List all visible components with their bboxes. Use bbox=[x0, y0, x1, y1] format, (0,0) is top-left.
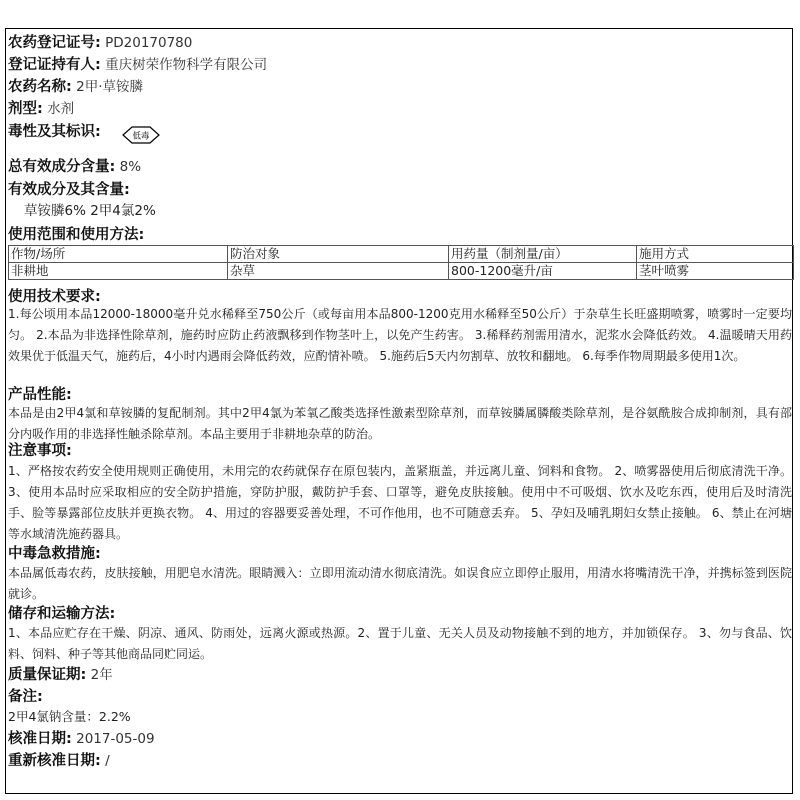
registration-label: 农药登记证号: bbox=[8, 35, 101, 51]
usage-header-cell: 用药量（制剂量/亩） bbox=[449, 246, 637, 263]
first-aid-text: 本品属低毒农药，皮肤接触，用肥皂水清洗。眼睛溅入：立即用流动清水彻底清洗。如误食应立即停止服用，用清水将嘴清洗干净，并携标签到医院就诊。 bbox=[8, 566, 792, 601]
registration-row bbox=[8, 33, 192, 53]
usage-cell: 杂草 bbox=[228, 263, 449, 280]
usage-header-row bbox=[9, 246, 794, 263]
usage-header-cell: 施用方式 bbox=[637, 246, 794, 263]
usage-label: 使用范围和使用方法: bbox=[8, 227, 145, 243]
approval-date-row bbox=[8, 729, 155, 749]
approval-date-label: 核准日期: bbox=[8, 731, 72, 747]
usage-cell: 非耕地 bbox=[9, 263, 228, 280]
performance-label: 产品性能: bbox=[8, 387, 72, 403]
approval-date-value: 2017-05-09 bbox=[76, 731, 155, 747]
active-ingredients-label: 有效成分及其含量: bbox=[8, 182, 130, 198]
usage-cell: 茎叶喷雾 bbox=[637, 263, 794, 280]
tech-requirements-text: 1.每公顷用本品12000-18000毫升兑水稀释至750公斤（或每亩用本品800-1200克用水稀释至50公斤）于杂草生长旺盛期喷雾，喷雾时一定要均匀。 2.本品为非选择性除草剂，施药时应防止药液飘移到作物茎叶上，以免产生药害。 3.稀释药剂需用清水，泥浆水会降低药效。 4.温暖晴天用药效果优于低温天气，施药后，4小时内遇雨会降低药效，应酌情补喷。 5.施药后5天内勿割草、放牧和翻地。 6.每季作物周期最多使用1次。 bbox=[8, 307, 792, 363]
registration-value: PD20170780 bbox=[105, 35, 193, 51]
usage-cell: 800-1200毫升/亩 bbox=[449, 263, 637, 280]
active-ingredients-value: 草铵膦6% 2甲4氯2% bbox=[24, 203, 156, 219]
tech-requirements-label: 使用技术要求: bbox=[8, 289, 101, 305]
total-content-label: 总有效成分含量: bbox=[8, 159, 116, 175]
usage-header-cell: 作物/场所 bbox=[9, 246, 228, 263]
total-content-row bbox=[8, 157, 141, 177]
warranty-row bbox=[8, 665, 113, 685]
low-toxicity-badge bbox=[122, 126, 160, 144]
total-content-value: 8% bbox=[119, 159, 142, 175]
holder-value: 重庆树荣作物科学有限公司 bbox=[105, 57, 268, 73]
first-aid-label: 中毒急救措施: bbox=[8, 546, 101, 562]
formulation-value: 水剂 bbox=[47, 101, 75, 117]
notes-label: 备注: bbox=[8, 689, 43, 705]
toxicity-row bbox=[8, 122, 101, 142]
warranty-label: 质量保证期: bbox=[8, 667, 87, 683]
reapproval-date-value: / bbox=[105, 753, 110, 769]
usage-table bbox=[8, 245, 794, 280]
reapproval-date-row bbox=[8, 751, 110, 771]
usage-header-cell: 防治对象 bbox=[228, 246, 449, 263]
precautions-text: 1、严格按农药安全使用规则正确使用，未用完的农药就保存在原包装内，盖紧瓶盖，并远离儿童、饲料和食物。 2、喷雾器使用后彻底清洗干净。 3、使用本品时应采取相应的安全防护措施，穿防护服，戴防护手套、口罩等，避免皮肤接触。使用中不可吸烟、饮水及吃东西，使用后及时清洗手、脸等暴露部位皮肤并更换衣物。 4、用过的容器要妥善处理，不可作他用，也不可随意丢弃。 5、孕妇及哺乳期妇女禁止接触。 6、禁止在河塘等水域清洗施药器具。 bbox=[8, 464, 792, 541]
product-name-row bbox=[8, 77, 143, 97]
holder-label: 登记证持有人: bbox=[8, 57, 101, 73]
toxicity-label: 毒性及其标识: bbox=[8, 124, 101, 140]
precautions-label: 注意事项: bbox=[8, 443, 72, 459]
storage-label: 储存和运输方法: bbox=[8, 606, 116, 622]
reapproval-date-label: 重新核准日期: bbox=[8, 753, 101, 769]
product-name-value: 2甲·草铵膦 bbox=[76, 79, 143, 95]
warranty-value: 2年 bbox=[90, 667, 113, 683]
storage-text: 1、本品应贮存在干燥、阴凉、通风、防雨处，远离火源或热源。2、置于儿童、无关人员及动物接触不到的地方，并加锁保存。 3、勿与食品、饮料、饲料、种子等其他商品同贮同运。 bbox=[8, 626, 792, 661]
usage-data-row bbox=[9, 263, 794, 280]
product-name-label: 农药名称: bbox=[8, 79, 72, 95]
holder-row bbox=[8, 55, 267, 75]
formulation-label: 剂型: bbox=[8, 101, 43, 117]
low-toxicity-badge-text: 低毒 bbox=[132, 131, 150, 142]
notes-value: 2甲4氯钠含量：2.2% bbox=[8, 709, 131, 724]
formulation-row bbox=[8, 99, 74, 119]
performance-text: 本品是由2甲4氯和草铵膦的复配制剂。其中2甲4氯为苯氧乙酸类选择性激素型除草剂，而草铵膦属膦酸类除草剂，是谷氨酰胺合成抑制剂，具有部分内吸作用的非选择性触杀除草剂。本品主要用于非耕地杂草的防治。 bbox=[8, 406, 792, 441]
